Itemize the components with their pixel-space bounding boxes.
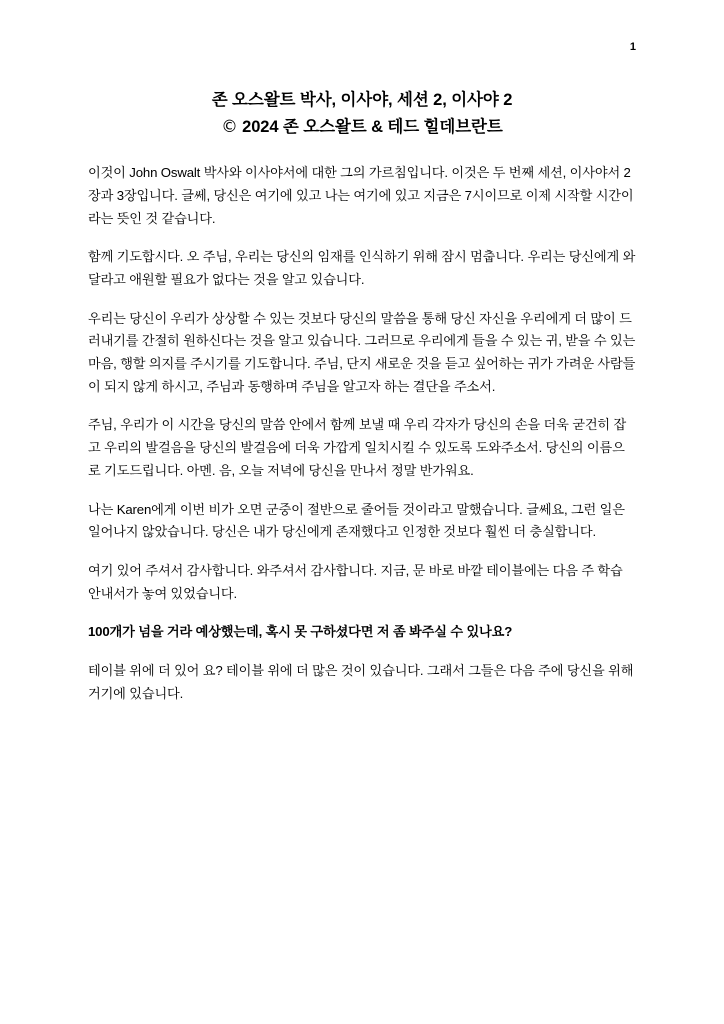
page-title: 존 오스왈트 박사, 이사야, 세션 2, 이사야 2 [211,91,513,109]
paragraph-hundred-copies-continued: 테이블 위에 더 있어 요? 테이블 위에 더 많은 것이 있습니다. 그래서 그들은 다음 주에 당신을 위해 거기에 있습니다. [88,663,634,701]
page-number: 1 [629,41,636,53]
paragraph-prayer-close: 주님, 우리가 이 시간을 당신의 말씀 안에서 함께 보낼 때 우리 각자가 당신의 손을 더욱 굳건히 잡고 우리의 발걸음을 당신의 발걸음에 더욱 가깝게 일치시킬 수 있도록 도와주소서. 당신의 이름으로 기도드립니다. 아멘. 음, 오늘 저녁에 당신을 만나서 정말 반가워요. [88,417,627,478]
paragraph-prayer-body: 우리는 당신이 우리가 상상할 수 있는 것보다 당신의 말씀을 통해 당신 자신을 우리에게 더 많이 드러내기를 간절히 원하신다는 것을 알고 있습니다. 그러므로 우리에게 들을 수 있는 귀, 받을 수 있는 마음, 행할 의지를 주시기를 기도합니다. 주님, 단지 새로운 것을 듣고 싶어하는 귀가 가려운 사람들이 되지 않게 하시고, 주님과 동행하며 주님을 알고자 하는 결단을 주소서. [88,310,636,394]
copyright-line [88,114,636,141]
paragraph-hundred-copies: 100개가 넘을 거라 예상했는데, 혹시 못 구하셨다면 저 좀 봐주실 수 있나요? [88,624,513,640]
document-body [88,162,636,705]
paragraph-prayer-open: 함께 기도합시다. 오 주님, 우리는 당신의 임재를 인식하기 위해 잠시 멈춥니다. 우리는 당신에게 와달라고 애원할 필요가 없다는 것을 알고 있습니다. [88,249,636,287]
copyright-icon: © [221,116,238,136]
paragraph-handouts: 여기 있어 주셔서 감사합니다. 와주셔서 감사합니다. 지금, 문 바로 바깥 테이블에는 다음 주 학습 안내서가 놓여 있었습니다. [88,562,623,601]
paragraph-intro: 이것이 John Oswalt 박사와 이사야서에 대한 그의 가르침입니다. 이것은 두 번째 세션, 이사야서 2장과 3장입니다. 글쎄, 당신은 여기에 있고 나는 여기에 있고 지금은 7시이므로 이제 시작할 시간이라는 뜻인 것 같습니다. [88,165,634,226]
paragraph-karen-anecdote: 나는 Karen에게 이번 비가 오면 군중이 절반으로 줄어들 것이라고 말했습니다. 글쎄요, 그런 일은 일어나지 않았습니다. 당신은 내가 당신에게 존재했다고 인정한 것보다 훨씬 더 충실합니다. [88,501,625,540]
copyright-text: 2024 존 오스왈트 & 테드 힐데브란트 [237,117,503,136]
